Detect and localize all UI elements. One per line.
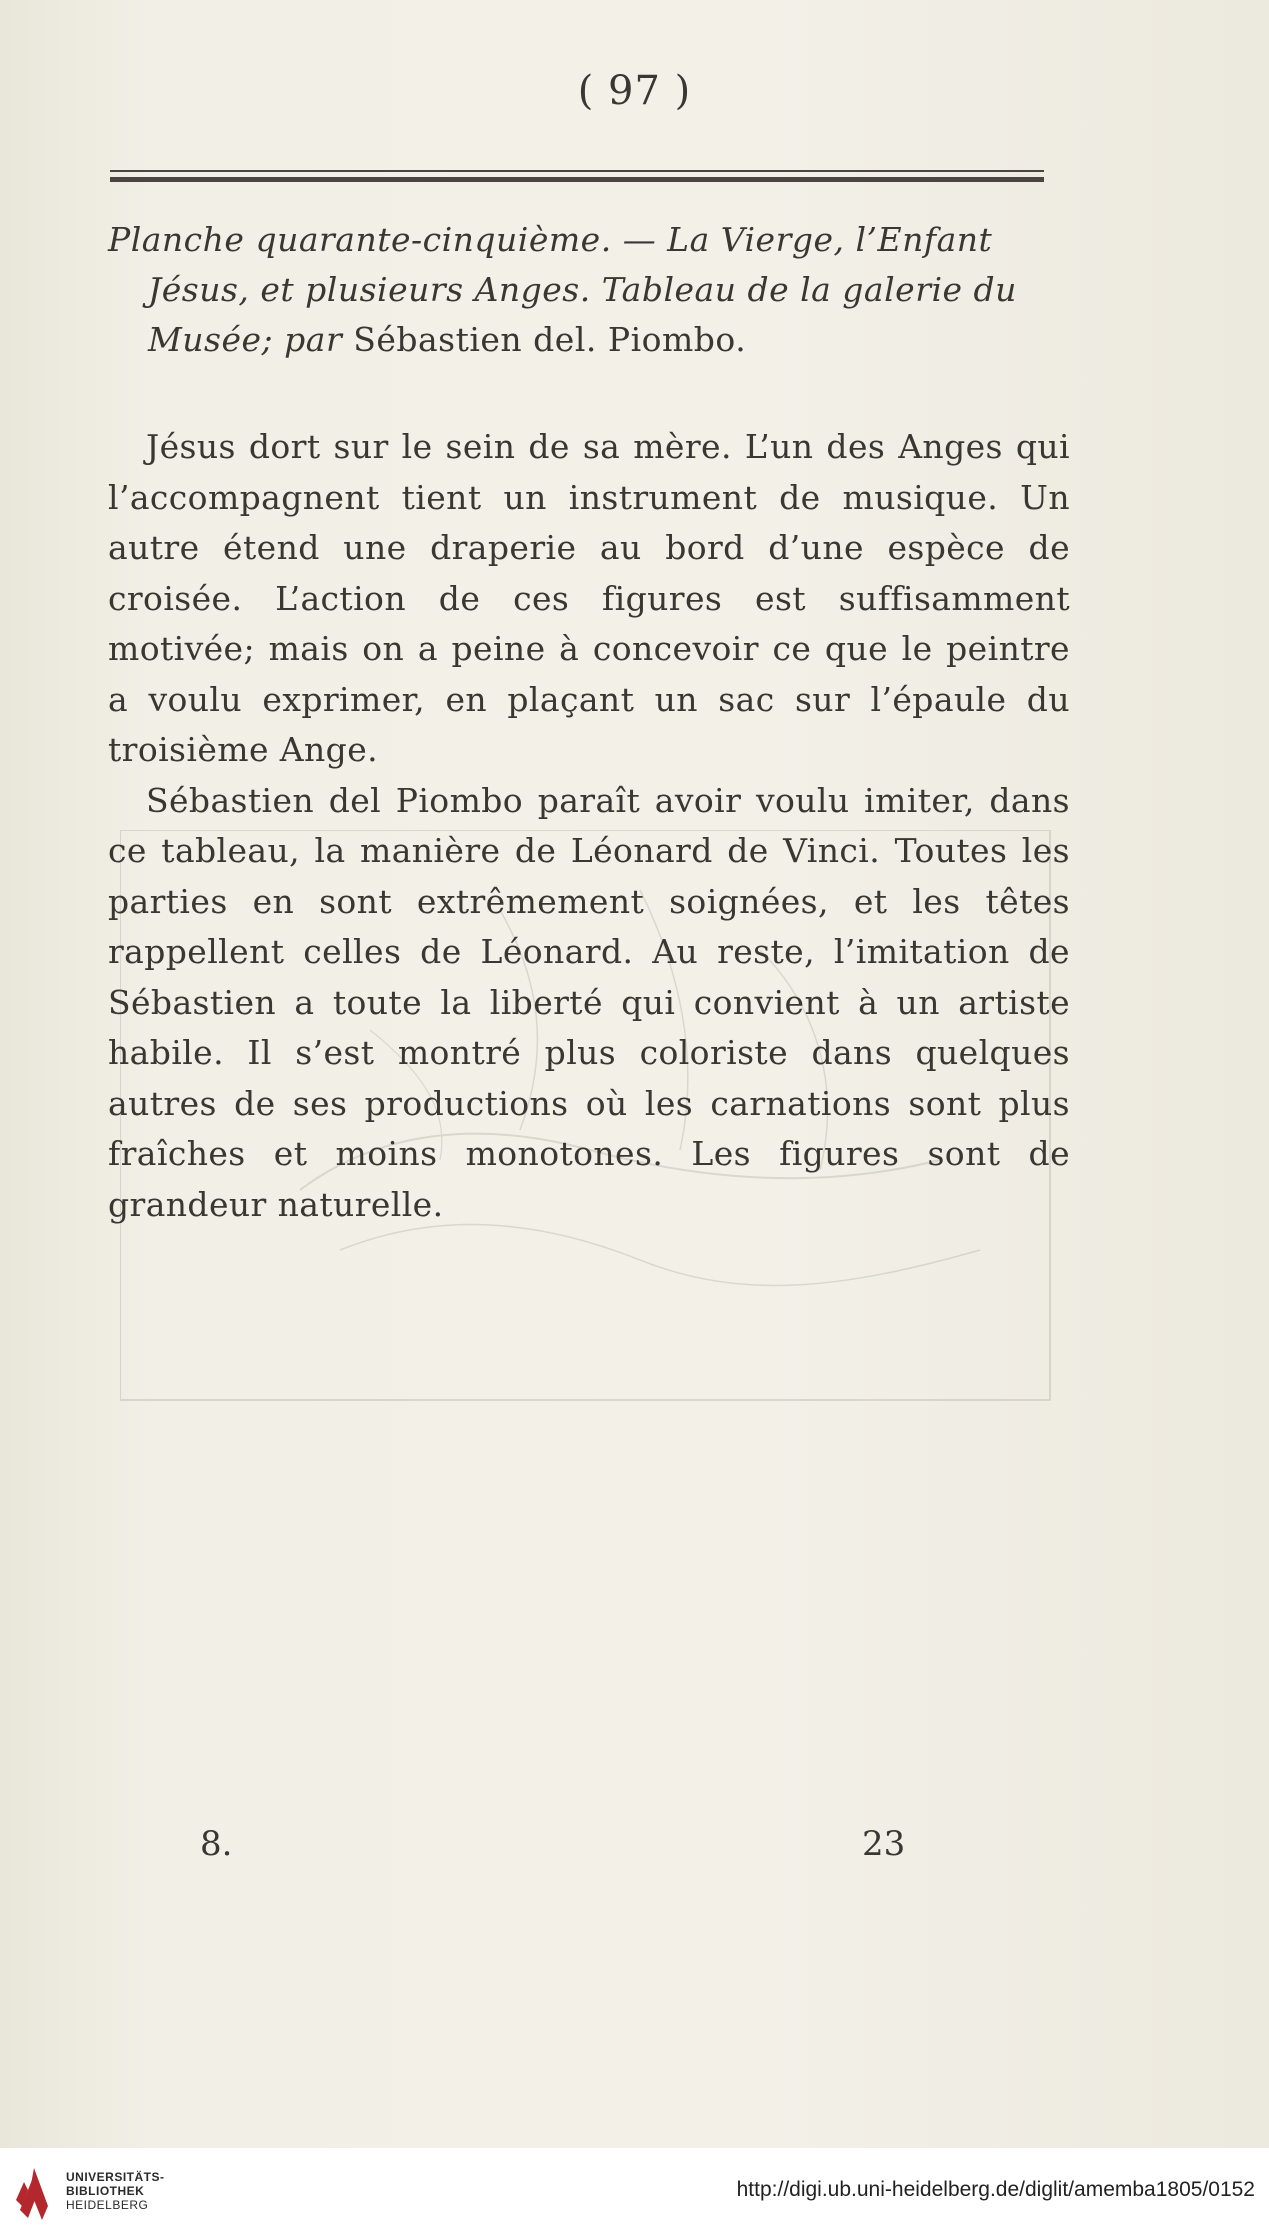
- paragraph-1: Jésus dort sur le sein de sa mère. L’un des Anges qui l’accompagnent tient un instrument de musique. Un autre étend une draperie au bord d’une espèce de croisée. L’action de ces figures est suffisamment motivée; mais on a peine à concevoir ce que le peintre a voulu exprimer, en plaçant un sac sur l’épaule du troisième Ange.: [108, 427, 1070, 769]
- signature-mark-right: 23: [862, 1824, 906, 1864]
- body-text: [108, 422, 1070, 1230]
- library-name-line-2: BIBLIOTHEK: [66, 2184, 145, 2198]
- header-rule-thin: [110, 170, 1044, 172]
- footer-bar: [0, 2148, 1269, 2237]
- plate-caption: [108, 215, 1074, 365]
- paragraph-2: Sébastien del Piombo paraît avoir voulu imiter, dans ce tableau, la manière de Léonard de Vinci. Toutes les parties en sont extrêmement soignées, et les têtes rappellent celles de Léonard. Au reste, l’imitation de Sébastien a toute la liberté qui convient à un artiste habile. Il s’est montré plus coloriste dans quelques autres de ses productions où les carnations sont plus fraîches et moins monotones. Les figures sont de grandeur naturelle.: [108, 780, 1070, 1224]
- library-logo-icon: [14, 2160, 54, 2226]
- page-number: ( 97 ): [577, 68, 692, 114]
- caption-line-3-roman: Sébastien del. Piombo.: [353, 320, 747, 359]
- caption-line-3: [108, 315, 1074, 365]
- library-name-line-3: HEIDELBERG: [66, 2198, 149, 2212]
- caption-line-1: Planche quarante-cinquième. — La Vierge, l’Enfant: [108, 220, 993, 259]
- source-url-link[interactable]: http://digi.ub.uni-heidelberg.de/diglit/amemba1805/0152: [736, 2178, 1255, 2201]
- library-name: [66, 2170, 165, 2212]
- header-rule-thick: [110, 177, 1044, 182]
- caption-line-3-italic: Musée; par: [148, 320, 343, 359]
- library-name-line-1: UNIVERSITÄTS-: [66, 2170, 165, 2184]
- caption-line-2: Jésus, et plusieurs Anges. Tableau de la galerie du: [148, 270, 1017, 309]
- signature-mark-left: 8.: [200, 1824, 233, 1864]
